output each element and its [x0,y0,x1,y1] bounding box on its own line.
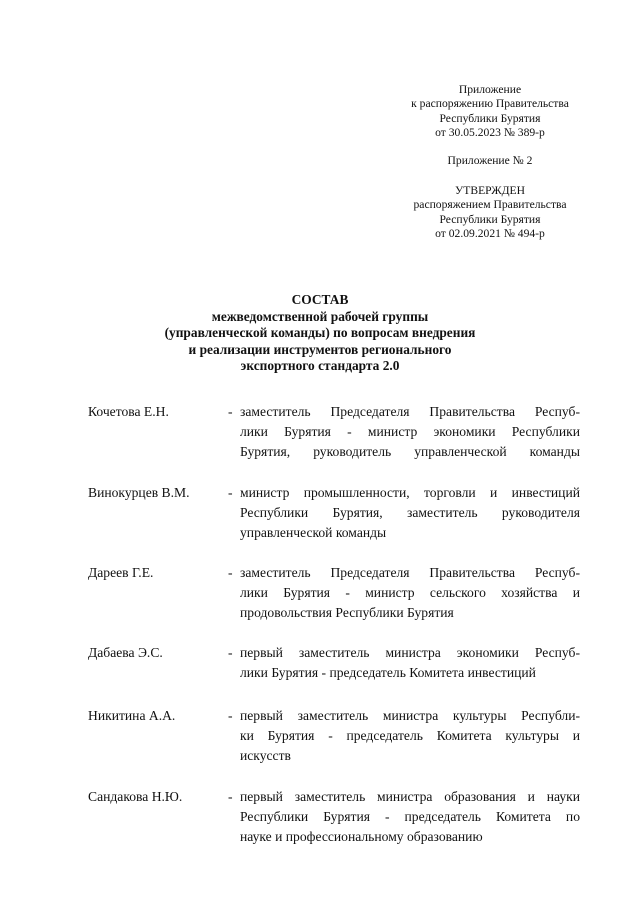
member-entry [88,483,580,542]
appendix-label: Приложение [458,83,522,96]
title-line: (управленческой команды) по вопросам внедрения [164,325,476,341]
member-entry [88,706,580,765]
member-role-line: продовольствия Республики Бурятия [240,604,454,620]
member-role [240,706,580,765]
member-role-line: Республики Бурятия, заместитель руководителя [240,504,580,520]
member-role [240,787,580,846]
member-entry [88,643,580,683]
approved-stamp-header [400,184,580,241]
member-role [240,643,580,683]
member-entry [88,563,580,622]
member-role-line: министр промышленности, торговли и инвестиций [240,485,580,500]
title-line: СОСТАВ [291,292,349,307]
appendix-region: Республики Бурятия [439,111,541,125]
member-dash: - [228,708,233,723]
document-title [100,292,540,375]
member-dash: - [228,485,233,500]
approved-by: распоряжением Правительства [413,198,567,212]
member-name: Дареев Г.Е. [88,565,154,580]
member-role-line: искусств [240,747,291,763]
member-name: Сандакова Н.Ю. [88,789,183,804]
member-role-line: первый заместитель министра образования и науки [240,789,580,804]
approved-label: УТВЕРЖДЕН [455,184,525,197]
member-entry [88,787,580,846]
member-dash: - [228,565,233,580]
member-role-line: управленческой команды [240,524,387,540]
member-name: Никитина А.А. [88,708,176,723]
member-role-line: заместитель Председателя Правительства Респуб- [240,565,580,580]
approved-region: Республики Бурятия [439,212,541,226]
member-role-line: науке и профессиональному образованию [240,828,483,844]
member-role [240,483,580,542]
member-role [240,402,580,461]
member-dash: - [228,645,233,660]
member-name: Винокурцев В.М. [88,485,190,500]
member-role-line: заместитель Председателя Правительства Респуб- [240,404,580,419]
appendix-date-number: от 30.05.2023 № 389-р [435,125,545,139]
member-name: Кочетова Е.Н. [88,404,169,419]
member-role-line: первый заместитель министра культуры Республи- [240,708,580,723]
member-name: Дабаева Э.С. [88,645,163,660]
member-entry [88,402,580,461]
approved-date-number: от 02.09.2021 № 494-р [435,226,545,240]
member-dash: - [228,404,233,419]
title-line: экспортного стандарта 2.0 [240,358,400,374]
member-role-line: Республики Бурятия - председатель Комитета по [240,808,580,824]
member-role-line: лики Бурятия - министр сельского хозяйства и [240,584,580,600]
member-role-line: лики Бурятия - председатель Комитета инвестиций [240,664,536,680]
member-dash: - [228,789,233,804]
member-role [240,563,580,622]
appendix-number: Приложение № 2 [447,154,533,167]
title-line: и реализации инструментов регионального [188,341,452,357]
member-role-line: Бурятия, руководитель управленческой команды [240,443,580,459]
appendix-header [400,83,580,140]
appendix-reference: к распоряжению Правительства [411,97,569,111]
member-role-line: лики Бурятия - министр экономики Республики [240,423,580,439]
member-role-line: ки Бурятия - председатель Комитета культуры и [240,727,580,743]
title-line: межведомственной рабочей группы [211,308,429,324]
member-role-line: первый заместитель министра экономики Респуб- [240,645,580,660]
appendix-number-header [400,154,580,168]
